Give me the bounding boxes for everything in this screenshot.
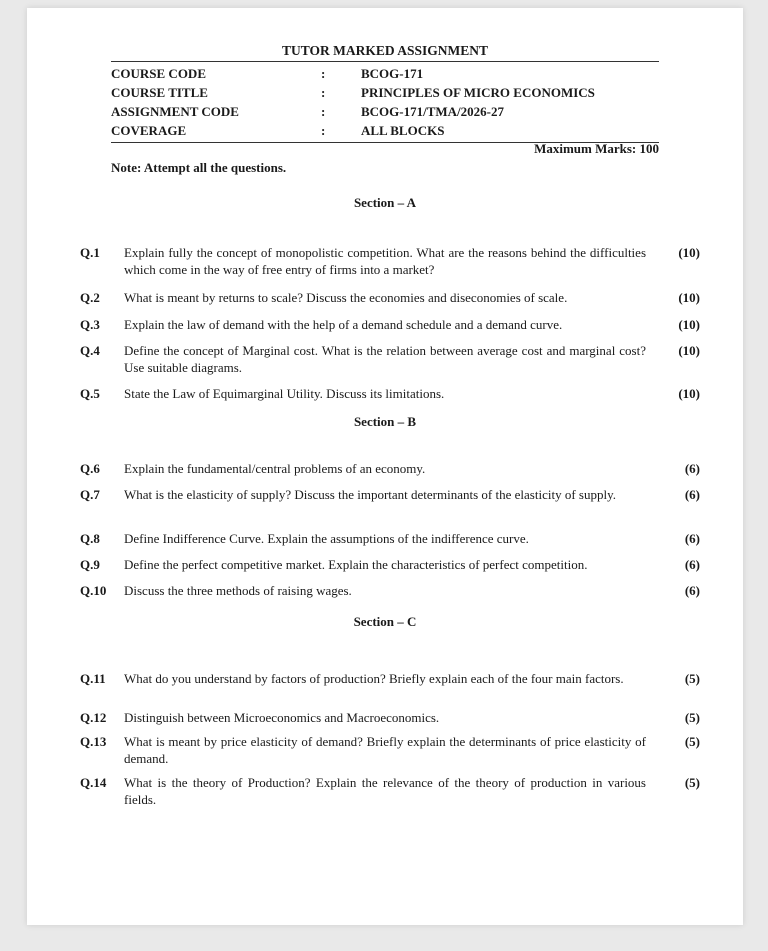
- question-item: [80, 244, 700, 278]
- instructions-note: Note: Attempt all the questions.: [111, 160, 287, 175]
- maximum-marks: Maximum Marks: 100: [534, 141, 659, 156]
- question-number: Q.13: [80, 734, 107, 749]
- question-item: [80, 670, 700, 687]
- question-number: Q.5: [80, 386, 100, 401]
- course-info-table: [111, 61, 659, 143]
- row-label: COVERAGE: [111, 122, 187, 138]
- row-colon: :: [321, 65, 326, 81]
- document-page: [27, 8, 743, 925]
- question-number: Q.6: [80, 461, 100, 476]
- row-colon: :: [321, 84, 326, 100]
- question-marks: (5): [684, 710, 700, 725]
- row-label: COURSE CODE: [111, 65, 206, 81]
- row-colon: :: [321, 103, 326, 119]
- question-marks: (6): [684, 583, 700, 598]
- question-number: Q.2: [80, 290, 100, 305]
- question-item: [80, 733, 700, 767]
- coverage-row: [111, 121, 659, 140]
- row-label: ASSIGNMENT CODE: [111, 103, 239, 119]
- question-marks: (10): [678, 245, 700, 260]
- question-text: Distinguish between Microeconomics and Macroeconomics.: [124, 710, 440, 725]
- question-item: [80, 289, 700, 306]
- question-item: [80, 709, 700, 726]
- question-item: [80, 556, 700, 573]
- question-marks: (5): [684, 775, 700, 790]
- row-value: PRINCIPLES OF MICRO ECONOMICS: [361, 84, 595, 100]
- question-marks: (10): [678, 386, 700, 401]
- row-label: COURSE TITLE: [111, 84, 208, 100]
- question-marks: (6): [684, 557, 700, 572]
- question-text: Define Indifference Curve. Explain the assumptions of the indifference curve.: [124, 531, 529, 546]
- question-marks: (6): [684, 531, 700, 546]
- question-number: Q.3: [80, 317, 100, 332]
- question-marks: (6): [684, 487, 700, 502]
- row-value: ALL BLOCKS: [361, 122, 445, 138]
- question-text: Explain the fundamental/central problems of an economy.: [124, 461, 426, 476]
- question-text: What is the elasticity of supply? Discuss the important determinants of the elasticity of supply.: [124, 487, 616, 502]
- question-number: Q.7: [80, 487, 100, 502]
- question-number: Q.10: [80, 583, 107, 598]
- row-colon: :: [321, 122, 326, 138]
- question-text: Define the perfect competitive market. Explain the characteristics of perfect competition.: [124, 557, 588, 572]
- course-title-row: [111, 83, 659, 102]
- question-item: [80, 342, 700, 376]
- question-text: Explain fully the concept of monopolistic competition. What are the reasons behind the difficulties which come in the way of free entry of firms into a market?: [124, 245, 646, 277]
- question-text: Define the concept of Marginal cost. What is the relation between average cost and marginal cost? Use suitable diagrams.: [124, 343, 646, 375]
- question-marks: (6): [684, 461, 700, 476]
- question-item: [80, 316, 700, 333]
- question-number: Q.8: [80, 531, 100, 546]
- question-text: What is meant by returns to scale? Discuss the economies and diseconomies of scale.: [124, 290, 568, 305]
- document-title: TUTOR MARKED ASSIGNMENT: [281, 43, 489, 58]
- question-text: Explain the law of demand with the help of a demand schedule and a demand curve.: [124, 317, 563, 332]
- question-text: What is the theory of Production? Explain the relevance of the theory of production in various fields.: [124, 775, 646, 807]
- question-marks: (10): [678, 317, 700, 332]
- section-a-title: Section – A: [353, 195, 417, 210]
- question-item: [80, 774, 700, 808]
- question-text: State the Law of Equimarginal Utility. Discuss its limitations.: [124, 386, 445, 401]
- question-text: What is meant by price elasticity of demand? Briefly explain the determinants of price elasticity of demand.: [124, 734, 646, 766]
- question-marks: (5): [684, 734, 700, 749]
- question-item: [80, 530, 700, 547]
- question-number: Q.14: [80, 775, 107, 790]
- question-marks: (10): [678, 343, 700, 358]
- question-item: [80, 486, 700, 503]
- section-c-title: Section – C: [353, 614, 417, 629]
- row-value: BCOG-171: [361, 65, 424, 81]
- assignment-code-row: [111, 102, 659, 121]
- question-marks: (5): [684, 671, 700, 686]
- question-number: Q.4: [80, 343, 100, 358]
- question-marks: (10): [678, 290, 700, 305]
- question-number: Q.9: [80, 557, 100, 572]
- question-text: Discuss the three methods of raising wages.: [124, 583, 352, 598]
- row-value: BCOG-171/TMA/2026-27: [361, 103, 504, 119]
- question-item: [80, 385, 700, 402]
- question-item: [80, 460, 700, 477]
- question-number: Q.1: [80, 245, 100, 260]
- question-text: What do you understand by factors of production? Briefly explain each of the four main factors.: [124, 671, 624, 686]
- question-number: Q.11: [80, 671, 106, 686]
- section-b-title: Section – B: [353, 414, 417, 429]
- question-item: [80, 582, 700, 599]
- course-code-row: [111, 64, 659, 83]
- question-number: Q.12: [80, 710, 107, 725]
